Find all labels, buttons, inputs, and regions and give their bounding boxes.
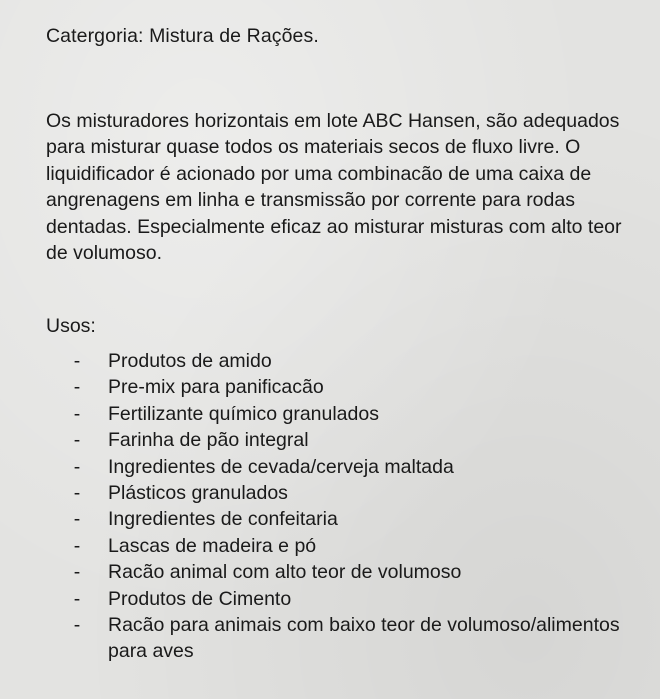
list-item-text: Lascas de madeira e pó bbox=[108, 534, 317, 557]
dash-bullet: - bbox=[73, 455, 81, 478]
list-item bbox=[46, 612, 636, 665]
list-item bbox=[46, 454, 636, 480]
list-item-text: Farinha de pão integral bbox=[108, 429, 309, 452]
list-item bbox=[46, 506, 636, 532]
dash-bullet: - bbox=[73, 561, 81, 584]
dash-bullet: - bbox=[73, 482, 81, 505]
list-item bbox=[46, 374, 636, 400]
dash-bullet: - bbox=[73, 614, 81, 637]
list-item bbox=[46, 586, 636, 612]
list-item-text: Racão animal com alto teor de volumoso bbox=[108, 561, 462, 584]
list-item bbox=[46, 401, 636, 427]
dash-bullet: - bbox=[73, 534, 81, 557]
uses-list bbox=[46, 348, 636, 665]
dash-bullet: - bbox=[73, 376, 81, 399]
list-item-text: Fertilizante químico granulados bbox=[108, 402, 379, 425]
list-item bbox=[46, 533, 636, 559]
list-item bbox=[46, 559, 636, 585]
category-heading: Catergoria: Mistura de Rações. bbox=[46, 25, 319, 47]
description-paragraph: Os misturadores horizontais em lote ABC Hansen, são adequados para misturar quase todos os materiais secos de fluxo livre. O liquidificador é acionado por uma combinacão de uma caixa de angrenagens em linha e transmissão por corrente para rodas dentadas. Especialmente eficaz ao misturar misturas com alto teor de volumoso. bbox=[46, 110, 622, 265]
list-item bbox=[46, 427, 636, 453]
list-item-text: Ingredientes de confeitaria bbox=[108, 508, 338, 531]
list-item bbox=[46, 348, 636, 374]
list-item-text: Plásticos granulados bbox=[108, 482, 288, 505]
dash-bullet: - bbox=[73, 587, 81, 610]
uses-heading: Usos: bbox=[46, 315, 96, 337]
list-item-text: Ingredientes de cevada/cerveja maltada bbox=[108, 455, 454, 478]
list-item-text: Racão para animais com baixo teor de volumoso/alimentos para aves bbox=[108, 614, 620, 663]
list-item-text: Produtos de amido bbox=[108, 350, 272, 372]
list-item bbox=[46, 480, 636, 506]
dash-bullet: - bbox=[73, 402, 81, 425]
dash-bullet: - bbox=[73, 350, 81, 372]
list-item-text: Pre-mix para panificacão bbox=[108, 376, 324, 399]
list-item-text: Produtos de Cimento bbox=[108, 587, 292, 610]
dash-bullet: - bbox=[73, 429, 81, 452]
dash-bullet: - bbox=[73, 508, 81, 531]
